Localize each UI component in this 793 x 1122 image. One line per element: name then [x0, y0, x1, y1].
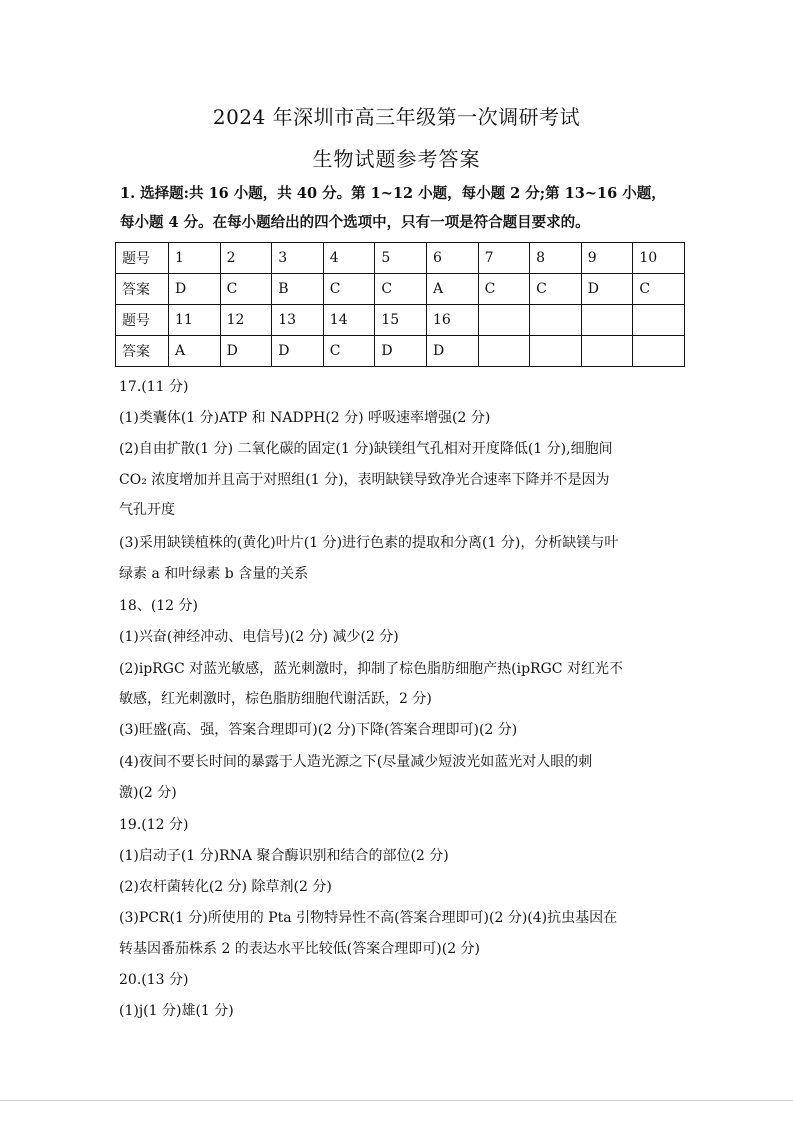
table-cell: C [323, 274, 375, 305]
answer-line: 气孔开度 [119, 502, 175, 518]
table-cell: 8 [530, 243, 582, 274]
answer-line: (4)夜间不要长时间的暴露于人造光源之下(尽量减少短波光如蓝光对人眼的刺 [119, 754, 593, 770]
table-cell [581, 336, 633, 367]
table-cell: 5 [375, 243, 427, 274]
table-cell: C [530, 274, 582, 305]
table-cell: 14 [323, 305, 375, 336]
answer-line: (1)类囊体(1 分)ATP 和 NADPH(2 分) 呼吸速率增强(2 分) [119, 410, 491, 426]
answer-line: (1)启动子(1 分)RNA 聚合酶识别和结合的部位(2 分) [119, 848, 449, 864]
table-cell: D [169, 274, 221, 305]
table-cell [581, 305, 633, 336]
page-bottom-rule [0, 1100, 793, 1101]
table-cell: C [478, 274, 530, 305]
table-row [116, 336, 685, 367]
answer-line: (2)ipRGC 对蓝光敏感，蓝光刺激时，抑制了棕色脂肪细胞产热(ipRGC 对红光不 [119, 661, 623, 677]
answer-line: (1)兴奋(神经冲动、电信号)(2 分) 减少(2 分) [119, 629, 399, 645]
table-cell: D [426, 336, 478, 367]
answer-line: (3)采用缺镁植株的(黄化)叶片(1 分)进行色素的提取和分离(1 分)，分析缺镁与叶 [119, 535, 619, 551]
section1-intro-line2: 每小题 4 分。在每小题给出的四个选项中，只有一项是符合题目要求的。 [120, 214, 590, 231]
table-cell: C [375, 274, 427, 305]
table-cell: 12 [220, 305, 272, 336]
answer-line: 敏感，红光刺激时，棕色脂肪细胞代谢活跃，2 分) [119, 691, 432, 707]
table-row-header: 题号 [116, 305, 169, 336]
table-cell: A [169, 336, 221, 367]
table-cell: 4 [323, 243, 375, 274]
page-subtitle: 生物试题参考答案 [312, 147, 481, 171]
table-cell: D [272, 336, 324, 367]
table-cell: 3 [272, 243, 324, 274]
table-cell [633, 305, 685, 336]
answer-line: 激)(2 分) [119, 785, 177, 801]
table-cell [530, 336, 582, 367]
answer-line: (3)PCR(1 分)所使用的 Pta 引物特异性不高(答案合理即可)(2 分)(4)抗虫基因在 [119, 910, 618, 926]
table-cell: C [633, 274, 685, 305]
table-cell: 10 [633, 243, 685, 274]
answer-line: 绿素 a 和叶绿素 b 含量的关系 [119, 566, 309, 582]
table-cell: D [375, 336, 427, 367]
table-cell: 15 [375, 305, 427, 336]
table-cell: 13 [272, 305, 324, 336]
table-row [116, 274, 685, 305]
table-cell: 1 [169, 243, 221, 274]
table-cell: C [323, 336, 375, 367]
table-row [116, 243, 685, 274]
table-cell: D [220, 336, 272, 367]
answer-line: 20.(13 分) [119, 972, 189, 988]
table-cell: A [426, 274, 478, 305]
answer-line: 19.(12 分) [119, 817, 189, 833]
table-cell: 2 [220, 243, 272, 274]
answer-line: CO₂ 浓度增加并且高于对照组(1 分)，表明缺镁导致净光合速率下降并不是因为 [119, 472, 610, 488]
answer-table [115, 242, 685, 367]
answer-line: (2)农杆菌转化(2 分) 除草剂(2 分) [119, 879, 332, 895]
answer-line: (1)j(1 分)雄(1 分) [119, 1003, 234, 1019]
table-cell: 16 [426, 305, 478, 336]
answer-line: (2)自由扩散(1 分) 二氧化碳的固定(1 分)缺镁组气孔相对开度降低(1 分),细胞间 [119, 441, 613, 457]
table-row-header: 答案 [116, 336, 169, 367]
table-cell: 11 [169, 305, 221, 336]
answer-line: 转基因番茄株系 2 的表达水平比较低(答案合理即可)(2 分) [119, 941, 481, 957]
table-cell: B [272, 274, 324, 305]
table-row-header: 答案 [116, 274, 169, 305]
table-cell [530, 305, 582, 336]
table-cell: D [581, 274, 633, 305]
table-row [116, 305, 685, 336]
table-cell: 6 [426, 243, 478, 274]
table-cell: 9 [581, 243, 633, 274]
table-row-header: 题号 [116, 243, 169, 274]
table-cell [478, 305, 530, 336]
answer-line: 17.(11 分) [119, 379, 189, 395]
table-cell: 7 [478, 243, 530, 274]
table-cell: C [220, 274, 272, 305]
table-cell [633, 336, 685, 367]
table-cell [478, 336, 530, 367]
answer-line: 18、(12 分) [119, 598, 199, 614]
section1-intro-line1: 1. 选择题:共 16 小题，共 40 分。第 1~12 小题，每小题 2 分;第 13~16 小题， [120, 185, 666, 202]
page-title: 2024 年深圳市高三年级第一次调研考试 [212, 105, 581, 129]
answer-line: (3)旺盛(高、强，答案合理即可)(2 分)下降(答案合理即可)(2 分) [119, 722, 518, 738]
